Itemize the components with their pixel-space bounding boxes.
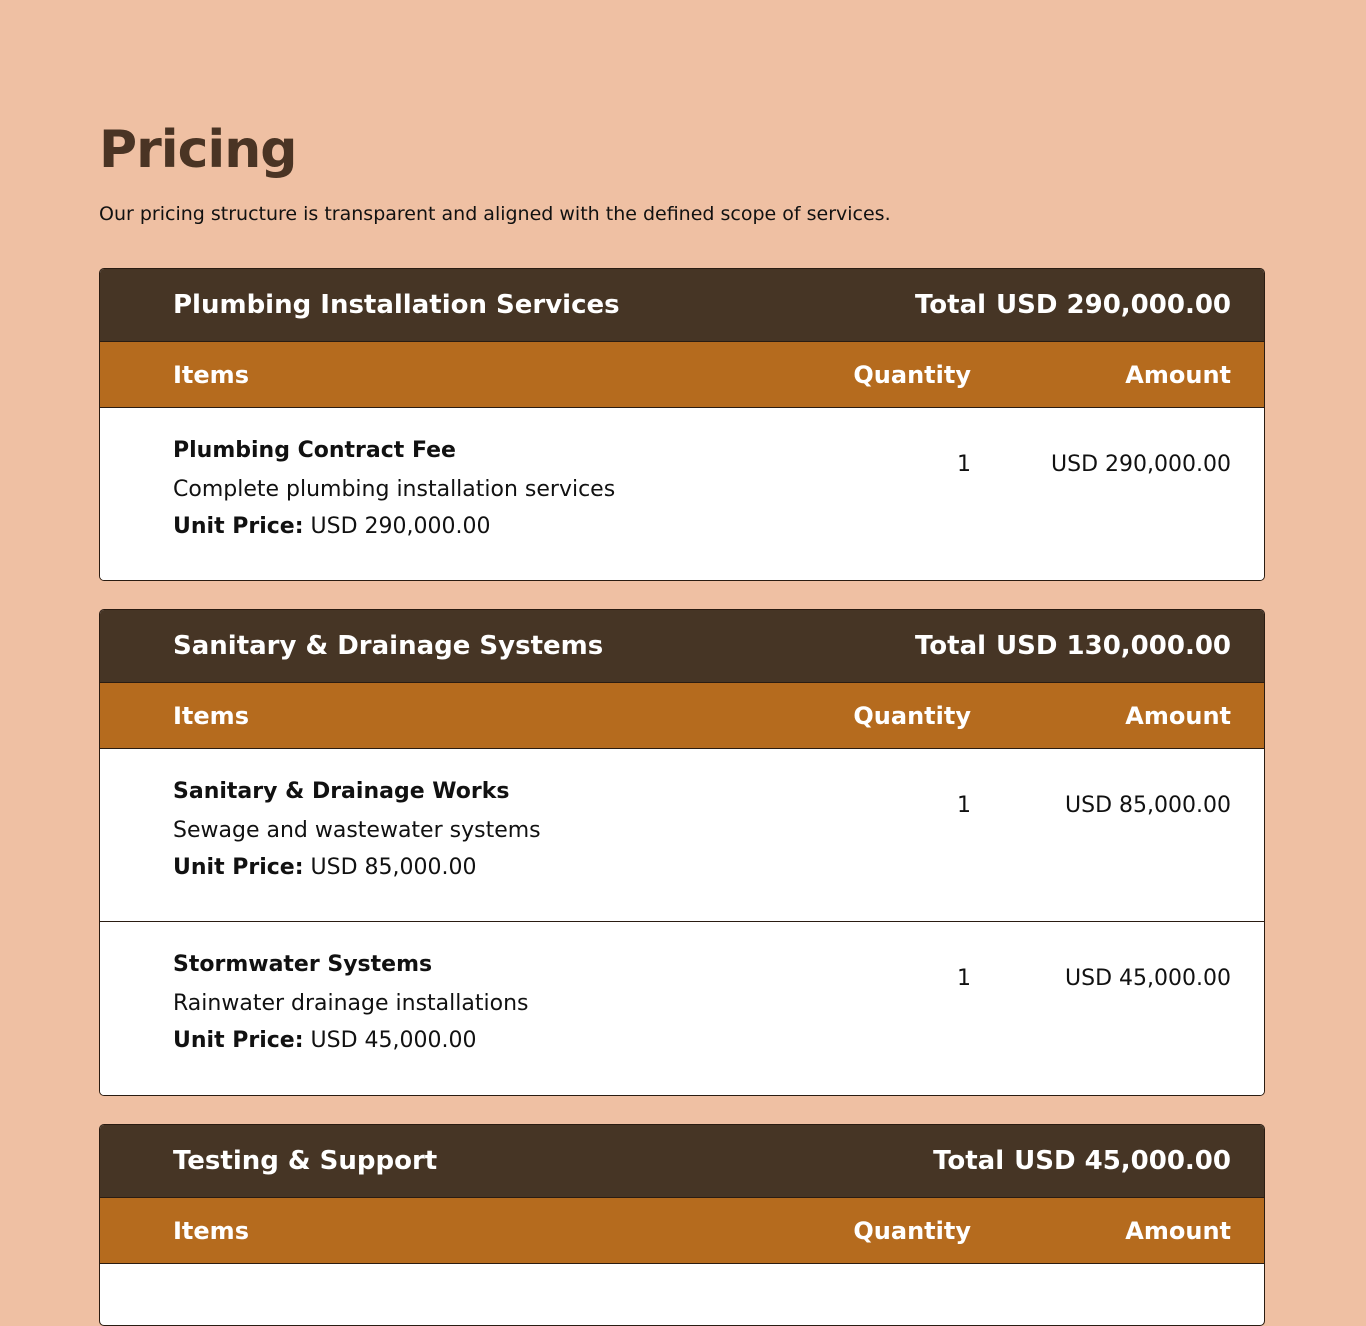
column-header-quantity: Quantity bbox=[853, 1216, 971, 1245]
column-headers bbox=[100, 683, 1264, 749]
total-value: USD 130,000.00 bbox=[996, 631, 1231, 661]
section-header bbox=[100, 1125, 1264, 1198]
column-header-amount: Amount bbox=[1125, 701, 1231, 730]
page-title: Pricing bbox=[99, 120, 297, 180]
column-header-items: Items bbox=[173, 360, 249, 389]
unit-price-value: USD 45,000.00 bbox=[310, 1028, 477, 1053]
total-label: Total bbox=[915, 631, 987, 661]
section-title: Plumbing Installation Services bbox=[173, 290, 620, 320]
column-header-quantity: Quantity bbox=[853, 701, 971, 730]
line-item-unit-price bbox=[173, 855, 771, 880]
section-total bbox=[915, 290, 1231, 320]
line-item-description: Complete plumbing installation services bbox=[173, 477, 616, 502]
line-item-details bbox=[173, 952, 771, 1095]
column-header-amount: Amount bbox=[1125, 360, 1231, 389]
section-total bbox=[915, 631, 1231, 661]
line-item-quantity: 1 bbox=[957, 793, 971, 818]
page-subtitle: Our pricing structure is transparent and aligned with the defined scope of services. bbox=[99, 203, 891, 225]
line-item-unit-price bbox=[173, 514, 771, 539]
unit-price-label: Unit Price: bbox=[173, 855, 304, 880]
line-item-row bbox=[100, 749, 1264, 922]
unit-price-label: Unit Price: bbox=[173, 1028, 304, 1053]
section-header bbox=[100, 610, 1264, 683]
column-header-quantity: Quantity bbox=[853, 360, 971, 389]
line-item-description: Rainwater drainage installations bbox=[173, 991, 529, 1016]
total-value: USD 290,000.00 bbox=[996, 290, 1231, 320]
unit-price-value: USD 85,000.00 bbox=[310, 855, 477, 880]
pricing-section bbox=[99, 268, 1265, 581]
line-item-description: Sewage and wastewater systems bbox=[173, 818, 541, 843]
column-header-amount: Amount bbox=[1125, 1216, 1231, 1245]
line-item-quantity: 1 bbox=[957, 966, 971, 991]
pricing-section bbox=[99, 609, 1265, 1096]
column-header-items: Items bbox=[173, 701, 249, 730]
column-headers bbox=[100, 342, 1264, 408]
section-total bbox=[933, 1146, 1231, 1176]
line-item-name: Plumbing Contract Fee bbox=[173, 438, 456, 463]
line-item-unit-price bbox=[173, 1028, 771, 1053]
line-item-row bbox=[100, 408, 1264, 580]
line-item-quantity: 1 bbox=[957, 452, 971, 477]
line-item-amount: USD 85,000.00 bbox=[1065, 793, 1231, 818]
section-title: Testing & Support bbox=[173, 1146, 438, 1176]
line-item-details bbox=[173, 438, 771, 580]
line-item-name: Stormwater Systems bbox=[173, 952, 433, 977]
total-label: Total bbox=[933, 1146, 1005, 1176]
line-item-details bbox=[173, 779, 771, 921]
column-headers bbox=[100, 1198, 1264, 1264]
section-title: Sanitary & Drainage Systems bbox=[173, 631, 604, 661]
column-header-items: Items bbox=[173, 1216, 249, 1245]
section-header bbox=[100, 269, 1264, 342]
line-item-amount: USD 45,000.00 bbox=[1065, 966, 1231, 991]
line-item-amount: USD 290,000.00 bbox=[1051, 452, 1231, 477]
total-value: USD 45,000.00 bbox=[1014, 1146, 1231, 1176]
pricing-section bbox=[99, 1124, 1265, 1326]
unit-price-label: Unit Price: bbox=[173, 514, 304, 539]
line-item-name: Sanitary & Drainage Works bbox=[173, 779, 510, 804]
total-label: Total bbox=[915, 290, 987, 320]
unit-price-value: USD 290,000.00 bbox=[310, 514, 491, 539]
line-item-row bbox=[100, 922, 1264, 1095]
